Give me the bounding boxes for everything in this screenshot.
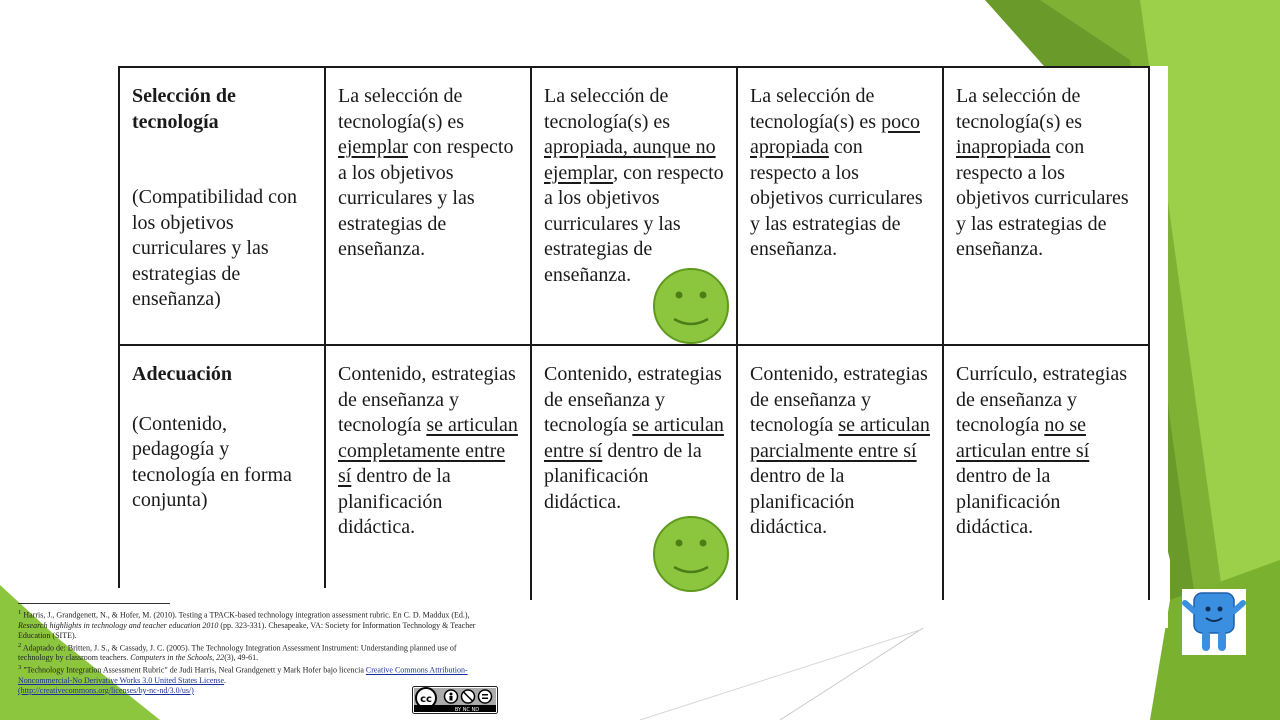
blue-mascot-icon xyxy=(1182,589,1246,655)
license-url-link[interactable]: (http://creativecommons.org/licenses/by-nc-nd/3.0/us/) xyxy=(18,685,194,695)
criterion-cell xyxy=(119,345,325,600)
level-cell: La selección de tecnología(s) es ejemplar con respecto a los objetivos curriculares y las estrategias de enseñanza. xyxy=(325,67,531,345)
level-key-term: se articulan entre sí xyxy=(544,414,724,462)
level-cell: La selección de tecnología(s) es inapropiada con respecto a los objetivos curriculares y las estrategias de enseñanza. xyxy=(943,67,1149,345)
criterion-description: (Contenido, pedagogía y tecnología en forma conjunta) xyxy=(132,412,292,511)
level-cell: Contenido, estrategias de enseñanza y tecnología se articulan entre sí dentro de la planificación didáctica. xyxy=(531,345,737,600)
criterion-description: (Compatibilidad con los objetivos curriculares y las estrategias de enseñanza) xyxy=(132,186,297,310)
footnote-1: $^1$ Harris, J., Grandgenett, N., & Hofer, M. (2010). Testing a TPACK-based technology integration assessment rubric. En C. D. Maddux (Ed.), Research highlights in technology and teacher education 2010 (pp. 323-331). Chesapeake, VA: Society for Information Technology & Teacher Education (SITE). xyxy=(18,609,476,640)
cc-logo-text: cc xyxy=(420,694,432,705)
level-key-term: no se articulan entre sí xyxy=(956,414,1090,462)
license-link[interactable]: Creative Commons Attribution-Noncommercial-No Derivative Works 3.0 United States License xyxy=(18,665,468,685)
cc-terms-text: BY NC ND xyxy=(454,707,480,713)
footnote-2: $^2$ Adaptado de: Britten, J. S., & Cassady, J. C. (2005). The Technology Integration Assessment Instrument: Understanding planned use of technology by classroom teachers. Computers in the Schools, 22(3), 49-61. xyxy=(18,641,457,663)
level-cell: Contenido, estrategias de enseñanza y tecnología se articulan completamente entre sí dentro de la planificación didáctica. xyxy=(325,345,531,600)
footnote-3: $^3$ "Technology Integration Assessment Rubric" de Judi Harris, Neal Grandgenett y Mark Hofer bajo licencia Creative Commons Attribution-Noncommercial-No Derivative Works 3.0 United States License. (http://creativecommons.org/licenses/by-nc-nd/3.0/us/) xyxy=(18,664,468,695)
table-row xyxy=(119,67,1149,345)
table-bottom-mask xyxy=(118,588,515,603)
table-row xyxy=(119,345,1149,600)
level-cell: La selección de tecnología(s) es apropiada, aunque no ejemplar, con respecto a los objetivos curriculares y las estrategias de enseñanza. xyxy=(531,67,737,345)
level-key-term: inapropiada xyxy=(956,136,1051,158)
creative-commons-badge xyxy=(412,686,498,714)
level-key-term: apropiada, aunque no ejemplar xyxy=(544,136,716,184)
criterion-title: Selección de tecnología xyxy=(132,85,236,133)
level-key-term: ejemplar xyxy=(338,136,408,158)
criterion-title: Adecuación xyxy=(132,363,232,385)
level-cell: Contenido, estrategias de enseñanza y tecnología se articulan parcialmente entre sí dentro de la planificación didáctica. xyxy=(737,345,943,600)
smiley-face-icon xyxy=(652,267,730,345)
footnote-divider xyxy=(18,603,170,604)
rubric-panel xyxy=(118,66,1168,628)
footnotes xyxy=(18,603,488,696)
level-key-term: se articulan parcialmente entre sí xyxy=(750,414,930,462)
criterion-cell xyxy=(119,67,325,345)
level-key-term: se articulan completamente entre sí xyxy=(338,414,518,487)
level-cell: La selección de tecnología(s) es poco apropiada con respecto a los objetivos curriculares y las estrategias de enseñanza. xyxy=(737,67,943,345)
smiley-face-icon xyxy=(652,515,730,593)
rubric-table xyxy=(118,66,1150,600)
level-key-term: poco apropiada xyxy=(750,110,920,158)
level-cell: Currículo, estrategias de enseñanza y tecnología no se articulan entre sí dentro de la planificación didáctica. xyxy=(943,345,1149,600)
